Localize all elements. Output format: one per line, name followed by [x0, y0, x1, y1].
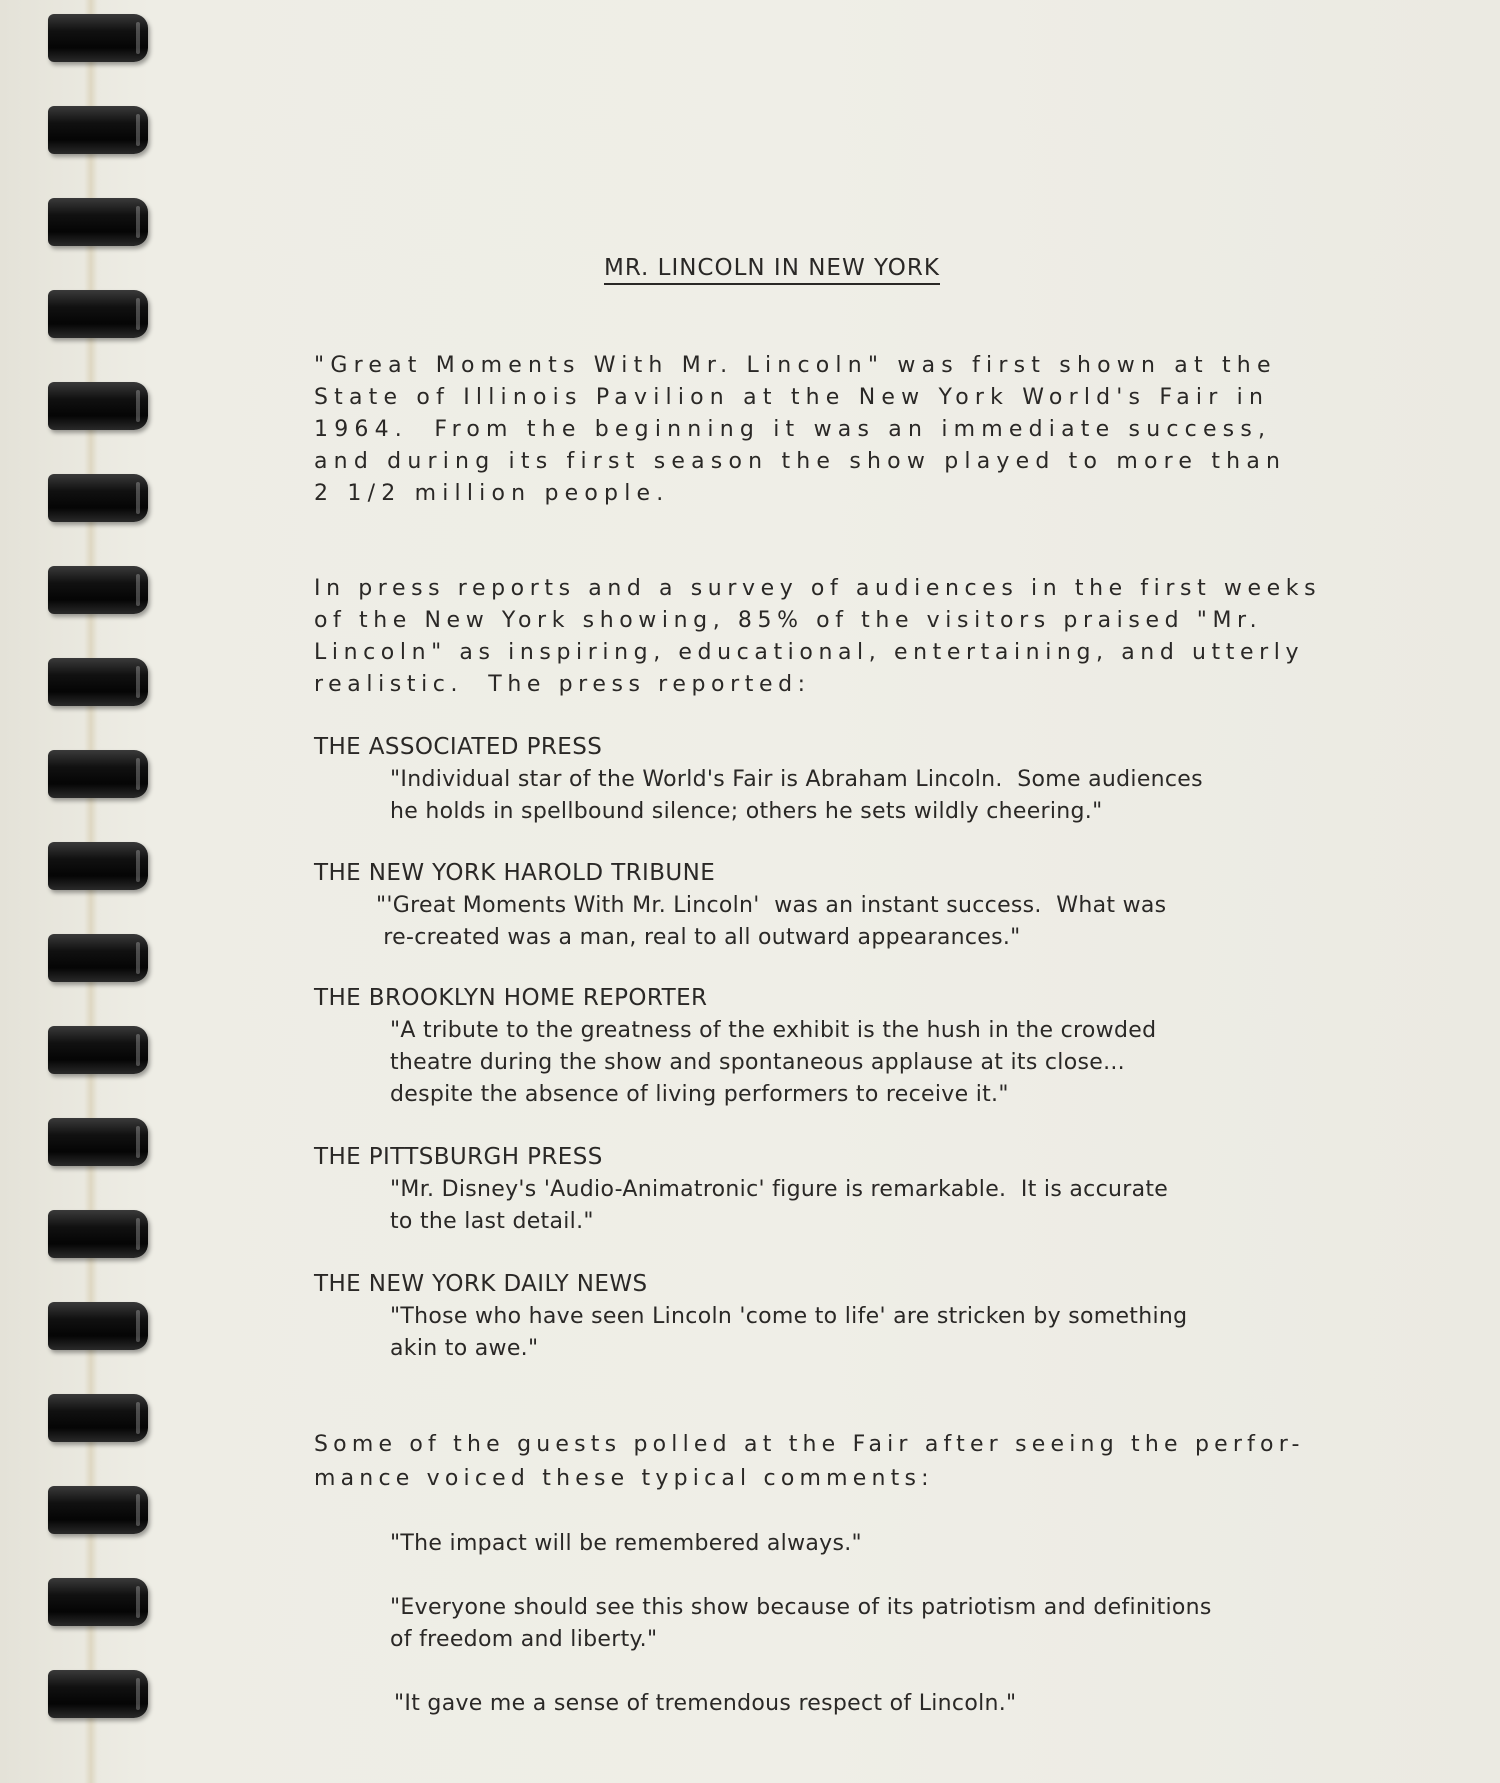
binding-ring: [48, 566, 148, 614]
guest-comment: "The impact will be remembered always.": [390, 1531, 862, 1556]
page-title: MR. LINCOLN IN NEW YORK: [604, 255, 940, 285]
press-quote: "A tribute to the greatness of the exhibit is the hush in the crowded theatre during the show and spontaneous applause at its close... despite the absence of living performers to receive it.": [390, 1018, 1157, 1107]
binding-ring: [48, 1118, 148, 1166]
binding-ring: [48, 934, 148, 982]
press-quote: "'Great Moments With Mr. Lincoln' was an instant success. What was re-created was a man, real to all outward appearances.": [376, 893, 1167, 950]
binding-ring: [48, 1302, 148, 1350]
binding-ring: [48, 750, 148, 798]
guest-comment: "Everyone should see this show because of its patriotism and definitions of freedom and liberty.": [390, 1595, 1212, 1652]
guests-paragraph: Some of the guests polled at the Fair after seeing the perfor- mance voiced these typical comments:: [314, 1432, 1305, 1491]
guest-comment: "It gave me a sense of tremendous respect of Lincoln.": [394, 1691, 1017, 1716]
press-source: THE BROOKLYN HOME REPORTER: [314, 985, 708, 1011]
binding-ring: [48, 198, 148, 246]
survey-paragraph: In press reports and a survey of audiences in the first weeks of the New York showing, 85% of the visitors praised "Mr. Lincoln" as inspiring, educational, entertaining, and utterly realistic. The press reported:: [314, 576, 1322, 697]
binding-ring: [48, 14, 148, 62]
press-quote: "Mr. Disney's 'Audio-Animatronic' figure is remarkable. It is accurate to the last detail.": [390, 1177, 1169, 1234]
press-quote: "Individual star of the World's Fair is Abraham Lincoln. Some audiences he holds in spellbound silence; others he sets wildly cheering.": [390, 767, 1203, 824]
binding-ring: [48, 658, 148, 706]
binding-ring: [48, 1578, 148, 1626]
binding-ring: [48, 1670, 148, 1718]
binding-ring: [48, 1210, 148, 1258]
binding-ring: [48, 290, 148, 338]
binding-ring: [48, 842, 148, 890]
press-source: THE NEW YORK DAILY NEWS: [314, 1271, 648, 1297]
press-source: THE ASSOCIATED PRESS: [314, 734, 603, 760]
binding-ring: [48, 1486, 148, 1534]
press-quote: "Those who have seen Lincoln 'come to life' are stricken by something akin to awe.": [390, 1304, 1188, 1361]
press-source: THE PITTSBURGH PRESS: [314, 1144, 603, 1170]
binding-ring: [48, 474, 148, 522]
binding-ring: [48, 106, 148, 154]
binding-ring: [48, 1394, 148, 1442]
press-source: THE NEW YORK HAROLD TRIBUNE: [314, 860, 716, 886]
binding-ring: [48, 1026, 148, 1074]
binding-ring: [48, 382, 148, 430]
intro-paragraph: "Great Moments With Mr. Lincoln" was first shown at the State of Illinois Pavilion at the New York World's Fair in 1964. From the beginning it was an immediate success, and during its first season the show played to more than 2 1/2 million people.: [314, 353, 1287, 506]
spiral-binding: [0, 0, 160, 1783]
